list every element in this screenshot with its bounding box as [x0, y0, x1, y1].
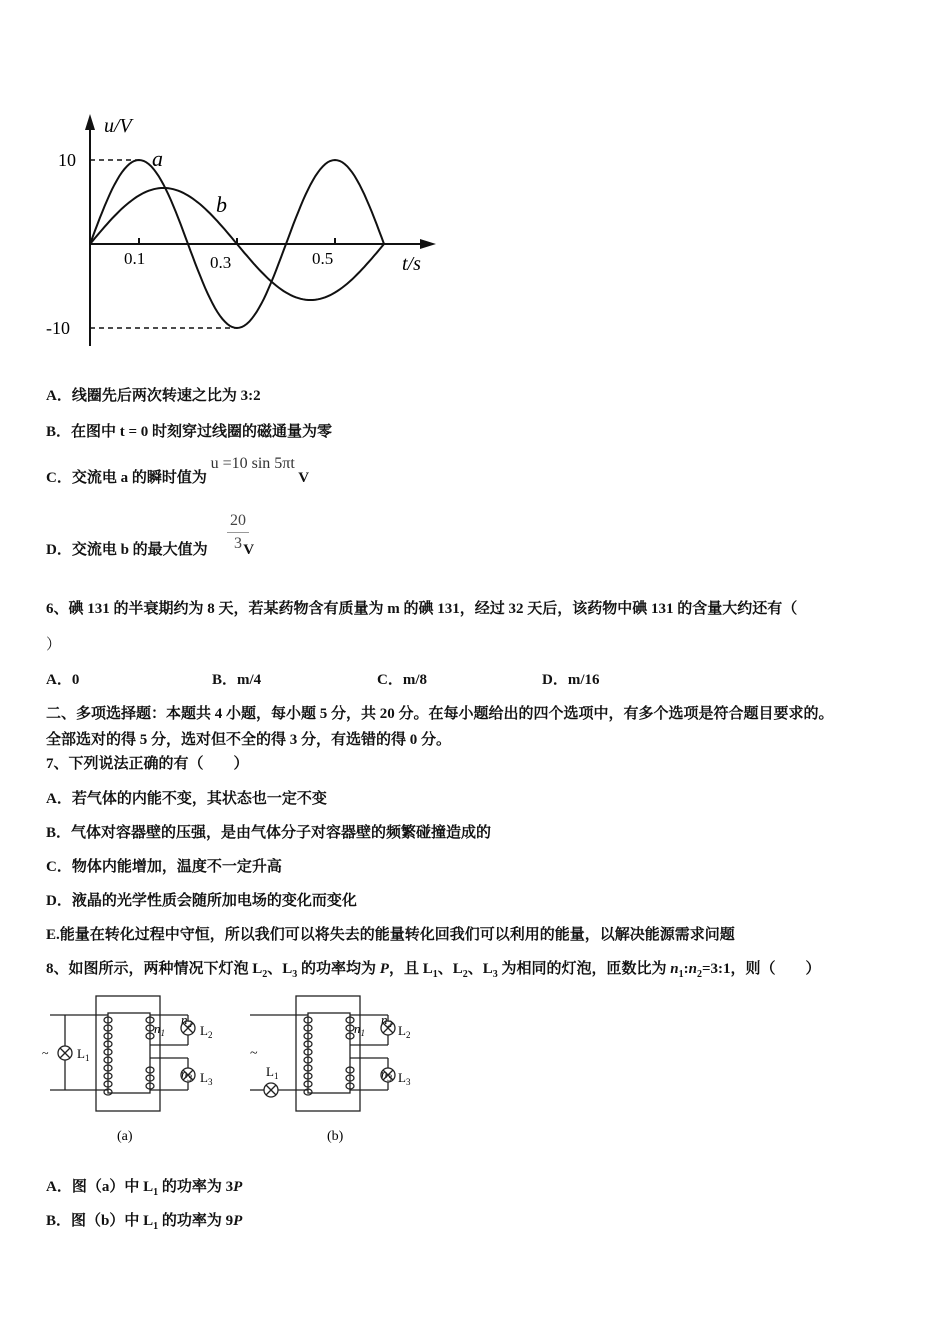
q6-option-a: A．0 [46, 672, 80, 688]
variable: P [233, 1179, 243, 1195]
q8-stem-part: : [683, 961, 689, 977]
q8-stem-part: 1 [432, 969, 438, 980]
curve-b-label: b [216, 192, 227, 217]
q7-option-e: E.能量在转化过程中守恒，所以我们可以将失去的能量转化回我们可以利用的能量，以解决能源需求问题 [46, 927, 735, 943]
numerator: 20 [230, 512, 246, 529]
q8-stem-part: 3 [292, 969, 298, 980]
subscript: 1 [153, 1187, 159, 1198]
coil-label-n1: $n_1$ [154, 1021, 165, 1038]
q8-option-a-text-mid: 的功率为 3 [158, 1179, 234, 1195]
transformer-core-window [108, 1013, 150, 1093]
q5-option-b: B．在图中 t = 0 时刻穿过线圈的磁通量为零 [46, 424, 333, 440]
q8-stem-part: 、L [267, 961, 293, 977]
ac-source-symbol: ~ [250, 1046, 258, 1061]
coil-label-n2: $n_2$ [181, 1012, 192, 1029]
q6-stem-end: ） [46, 637, 62, 653]
q7-option-c: C．物体内能增加，温度不一定升高 [46, 859, 282, 875]
q7-option-d: D．液晶的光学性质会随所加电场的变化而变化 [46, 893, 357, 909]
x-tick-0.5: 0.5 [312, 249, 334, 268]
transformer-circuit-diagrams [40, 990, 440, 1150]
x-tick-0.3: 0.3 [210, 253, 232, 272]
q8-stem-part: =3:1，则（ ） [701, 961, 821, 977]
curve-a-label: a [152, 146, 163, 171]
coil-label-n1: $n_1$ [354, 1021, 365, 1038]
x-axis-arrow [420, 239, 436, 249]
q8-option-a-text: A．图（a）中 L [46, 1179, 154, 1195]
unit: V [298, 470, 310, 486]
lamp-label-L1: $L_1$ [266, 1064, 279, 1081]
x-tick-0.1: 0.1 [124, 249, 146, 268]
q8-stem-part: 2 [696, 969, 702, 980]
voltage-time-graph [40, 100, 460, 360]
q6-option-d: D．m/16 [542, 672, 600, 688]
coil-label-n2: $n_2$ [381, 1012, 392, 1029]
q8-stem-part: 的功率均为 [297, 961, 380, 977]
y-tick-10: 10 [58, 150, 76, 170]
q5-option-c-text: C．交流电 a 的瞬时值为 [46, 470, 207, 486]
y-axis-label: u/V [104, 115, 132, 137]
unit: V [243, 542, 255, 558]
section2-intro-1: 二、多项选择题：本题共 4 小题，每小题 5 分，共 20 分。在每小题给出的四个选项中，有多个选项是符合题目要求的。 [46, 706, 834, 722]
lamp-label-L1: $L_1$ [77, 1046, 90, 1063]
q5-option-d-text: D．交流电 b 的最大值为 [46, 542, 208, 558]
q8-stem-part: P [379, 961, 389, 977]
q7-option-b: B．气体对容器壁的压强，是由气体分子对容器壁的频繁碰撞造成的 [46, 825, 492, 841]
x-axis-label: t/s [402, 253, 421, 275]
figure-a-label: (a) [117, 1129, 133, 1144]
q8-stem-part: ，且 L [388, 961, 433, 977]
q8-option-b [46, 1209, 242, 1232]
variable: P [233, 1213, 243, 1229]
q5-option-d [46, 538, 254, 559]
subscript: 1 [153, 1221, 159, 1232]
ac-source-symbol: ~ [42, 1046, 49, 1060]
y-tick-neg10: -10 [46, 318, 70, 338]
q7-stem: 7、下列说法正确的有（ ） [46, 756, 249, 772]
lamp-label-L2: $L_2$ [398, 1023, 411, 1040]
q6-stem: 6、碘 131 的半衰期约为 8 天，若某药物含有质量为 m 的碘 131，经过 32 天后，该药物中碘 131 的含量大约还有（ [46, 601, 798, 617]
q7-option-a: A．若气体的内能不变，其状态也一定不变 [46, 791, 327, 807]
coil-label-n3: $n_3$ [181, 1066, 192, 1083]
section2-intro-2: 全部选对的得 5 分，选对但不全的得 3 分，有选错的得 0 分。 [46, 732, 452, 748]
q8-option-b-text: B．图（b）中 L [46, 1213, 154, 1229]
q6-option-b: B．m/4 [212, 672, 262, 688]
q6-option-c: C．m/8 [377, 672, 427, 688]
coil-label-n3: $n_3$ [381, 1066, 392, 1083]
q8-stem-part: 2 [462, 969, 468, 980]
q8-stem-part: 2 [262, 969, 268, 980]
lamp-label-L3: $L_3$ [200, 1070, 213, 1087]
lamp-label-L2: $L_2$ [200, 1023, 213, 1040]
q5-option-c [46, 455, 310, 487]
q8-stem-part: n [670, 961, 679, 977]
q8-stem-part: n [688, 961, 697, 977]
q8-stem [46, 957, 821, 980]
q8-option-b-text-mid: 的功率为 9 [158, 1213, 234, 1229]
fraction [227, 512, 249, 553]
y-axis-arrow [85, 114, 95, 130]
transformer-core-window [308, 1013, 350, 1093]
q8-stem-part: 为相同的灯泡，匝数比为 [497, 961, 671, 977]
q8-stem-part: 、L [467, 961, 493, 977]
q8-option-a [46, 1175, 242, 1198]
q8-stem-part: 、L [437, 961, 463, 977]
q8-stem-part: 8、如图所示，两种情况下灯泡 L [46, 961, 263, 977]
q5-option-a: A．线圈先后两次转速之比为 3:2 [46, 388, 261, 404]
denominator: 3 [234, 535, 242, 552]
q8-stem-part: 1 [678, 969, 684, 980]
formula: u =10 sin 5πt [210, 455, 295, 472]
figure-b-label: (b) [327, 1129, 344, 1144]
lamp-label-L3: $L_3$ [398, 1070, 411, 1087]
q8-stem-part: 3 [492, 969, 498, 980]
